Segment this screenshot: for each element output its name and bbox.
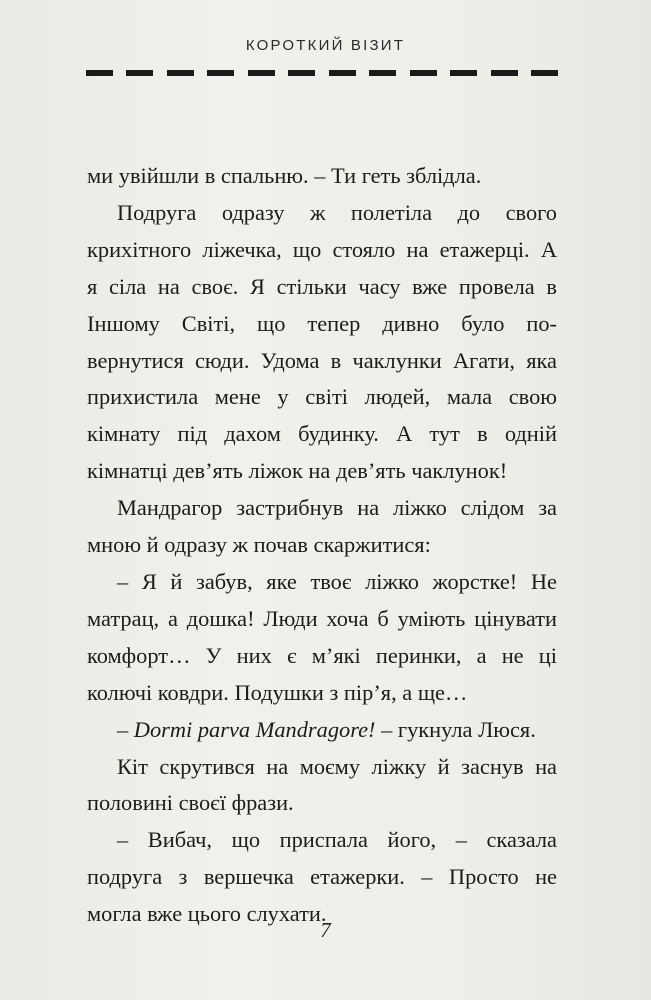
rule-dash xyxy=(167,70,194,76)
rule-dash xyxy=(450,70,477,76)
text-line: матрац, а дошка! Люди хоча б уміють цінувати xyxy=(87,605,557,631)
text-line: Кіт скрутився на моєму ліжку й заснув на xyxy=(117,753,557,779)
rule-dash xyxy=(86,70,113,76)
text-line-spell xyxy=(87,712,557,749)
text-line: мною й одразу ж почав скаржитися: xyxy=(87,532,431,558)
text-line: колючі ковдри. Подушки з пір’я, а ще… xyxy=(87,679,468,705)
text-line: – Я й забув, яке твоє ліжко жорстке! Не xyxy=(117,568,557,594)
text-line: половині своєї фрази. xyxy=(87,790,294,816)
spell-attribution: – гукнула Люся. xyxy=(375,716,536,742)
running-head: КОРОТКИЙ ВІЗИТ xyxy=(245,37,406,54)
rule-dash xyxy=(369,70,396,76)
text-line: кімнатці дев’ять ліжок на дев’ять чаклунок! xyxy=(87,458,508,484)
text-line: кімнату під дахом будинку. А тут в одній xyxy=(87,421,557,447)
text-line: вернутися сюди. Удома в чаклунки Агати, яка xyxy=(87,347,557,373)
text-line: прихистила мене у світі людей, мала свою xyxy=(87,384,557,410)
header-dashed-rule xyxy=(86,70,558,76)
text-line: Іншому Світі, що тепер дивно було по- xyxy=(87,310,557,336)
text-line: подруга з вершечка етажерки. – Просто не xyxy=(87,864,557,890)
page-number: 7 xyxy=(320,918,331,942)
text-line: Мандрагор застрибнув на ліжко слідом за xyxy=(117,495,557,521)
rule-dash xyxy=(491,70,518,76)
rule-dash xyxy=(329,70,356,76)
rule-dash xyxy=(207,70,234,76)
rule-dash xyxy=(531,70,558,76)
text-line: крихітного ліжечка, що стояло на етажерці. А xyxy=(87,236,557,262)
rule-dash xyxy=(248,70,275,76)
text-line: могла вже цього слухати. xyxy=(87,901,327,927)
text-line: Подруга одразу ж полетіла до свого xyxy=(117,199,557,225)
rule-dash xyxy=(126,70,153,76)
rule-dash xyxy=(288,70,315,76)
text-line: я сіла на своє. Я стільки часу вже провела в xyxy=(87,273,557,299)
text-line: ми увійшли в спальню. – Ти геть зблідла. xyxy=(87,163,482,188)
rule-dash xyxy=(410,70,437,76)
spell-incantation: – Dormi parva Mandragore! xyxy=(117,716,376,742)
text-line: комфорт… У них є м’які перинки, а не ці xyxy=(87,642,557,668)
text-line: – Вибач, що приспала його, – сказала xyxy=(117,827,557,853)
body-text xyxy=(87,158,557,933)
